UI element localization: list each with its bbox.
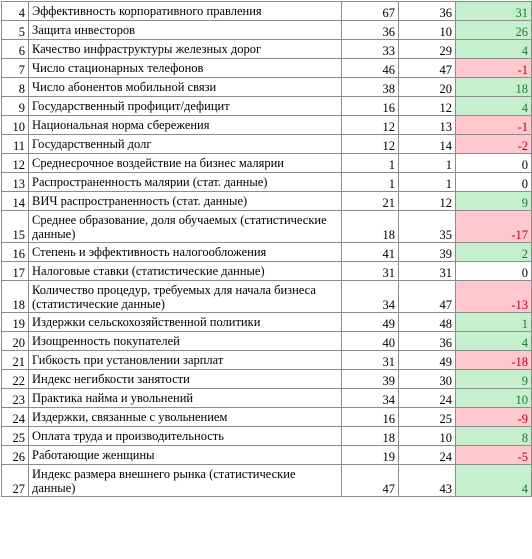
value-a: 38 [342, 78, 399, 97]
value-a: 31 [342, 351, 399, 370]
value-a: 16 [342, 408, 399, 427]
difference-value: -18 [456, 351, 532, 370]
value-a: 12 [342, 116, 399, 135]
table-row [2, 351, 532, 370]
row-index: 11 [2, 135, 29, 154]
row-index: 12 [2, 154, 29, 173]
indicator-name: Государственный профицит/дефицит [29, 97, 342, 116]
value-a: 34 [342, 281, 399, 313]
difference-value: -17 [456, 211, 532, 243]
table-row [2, 465, 532, 497]
indicator-name: Изощренность покупателей [29, 332, 342, 351]
row-index: 17 [2, 262, 29, 281]
row-index: 14 [2, 192, 29, 211]
difference-value: 4 [456, 465, 532, 497]
value-a: 18 [342, 211, 399, 243]
row-index: 7 [2, 59, 29, 78]
value-a: 41 [342, 243, 399, 262]
value-a: 40 [342, 332, 399, 351]
row-index: 26 [2, 446, 29, 465]
difference-value: -9 [456, 408, 532, 427]
difference-value: 9 [456, 192, 532, 211]
table-row [2, 243, 532, 262]
row-index: 5 [2, 21, 29, 40]
row-index: 18 [2, 281, 29, 313]
difference-value: -2 [456, 135, 532, 154]
value-b: 12 [399, 192, 456, 211]
indicator-name: Эффективность корпоративного правления [29, 2, 342, 21]
difference-value: 4 [456, 332, 532, 351]
value-b: 24 [399, 389, 456, 408]
difference-value: 4 [456, 97, 532, 116]
value-b: 25 [399, 408, 456, 427]
value-a: 1 [342, 154, 399, 173]
table-row [2, 2, 532, 21]
value-a: 39 [342, 370, 399, 389]
value-a: 18 [342, 427, 399, 446]
value-b: 12 [399, 97, 456, 116]
indicator-name: Издержки, связанные с увольнением [29, 408, 342, 427]
table-row [2, 313, 532, 332]
table-row [2, 262, 532, 281]
value-a: 31 [342, 262, 399, 281]
table-row [2, 78, 532, 97]
value-a: 33 [342, 40, 399, 59]
indicator-name: Среднесрочное воздействие на бизнес малярии [29, 154, 342, 173]
row-index: 23 [2, 389, 29, 408]
indicator-table [1, 1, 532, 497]
difference-value: 26 [456, 21, 532, 40]
table-row [2, 21, 532, 40]
value-a: 49 [342, 313, 399, 332]
indicator-name: Защита инвесторов [29, 21, 342, 40]
indicator-name: Оплата труда и производительность [29, 427, 342, 446]
indicator-name: Число стационарных телефонов [29, 59, 342, 78]
row-index: 16 [2, 243, 29, 262]
indicator-name: Распространенность малярии (стат. данные) [29, 173, 342, 192]
table-row [2, 370, 532, 389]
difference-value: 9 [456, 370, 532, 389]
row-index: 15 [2, 211, 29, 243]
value-b: 10 [399, 21, 456, 40]
value-b: 13 [399, 116, 456, 135]
row-index: 19 [2, 313, 29, 332]
value-b: 14 [399, 135, 456, 154]
indicator-name: Практика найма и увольнений [29, 389, 342, 408]
value-b: 47 [399, 59, 456, 78]
table-row [2, 281, 532, 313]
value-b: 48 [399, 313, 456, 332]
row-index: 21 [2, 351, 29, 370]
table-row [2, 173, 532, 192]
difference-value: -1 [456, 59, 532, 78]
value-a: 16 [342, 97, 399, 116]
table-row [2, 135, 532, 154]
indicator-name: Индекс негибкости занятости [29, 370, 342, 389]
indicator-name: Количество процедур, требуемых для начала бизнеса (статистические данные) [29, 281, 342, 313]
row-index: 20 [2, 332, 29, 351]
table-row [2, 40, 532, 59]
value-b: 1 [399, 173, 456, 192]
row-index: 4 [2, 2, 29, 21]
table-row [2, 332, 532, 351]
indicator-name: Среднее образование, доля обучаемых (статистические данные) [29, 211, 342, 243]
indicator-name: Национальная норма сбережения [29, 116, 342, 135]
indicator-name: Государственный долг [29, 135, 342, 154]
row-index: 9 [2, 97, 29, 116]
row-index: 22 [2, 370, 29, 389]
table-row [2, 389, 532, 408]
indicator-name: Гибкость при установлении зарплат [29, 351, 342, 370]
value-a: 67 [342, 2, 399, 21]
value-a: 19 [342, 446, 399, 465]
difference-value: 1 [456, 313, 532, 332]
difference-value: 31 [456, 2, 532, 21]
value-a: 46 [342, 59, 399, 78]
indicator-name: Степень и эффективность налогообложения [29, 243, 342, 262]
row-index: 10 [2, 116, 29, 135]
indicator-name: Число абонентов мобильной связи [29, 78, 342, 97]
difference-value: -1 [456, 116, 532, 135]
table-row [2, 446, 532, 465]
value-b: 1 [399, 154, 456, 173]
difference-value: -13 [456, 281, 532, 313]
difference-value: -5 [456, 446, 532, 465]
difference-value: 0 [456, 154, 532, 173]
difference-value: 0 [456, 262, 532, 281]
indicator-name: Качество инфраструктуры железных дорог [29, 40, 342, 59]
table-row [2, 192, 532, 211]
difference-value: 8 [456, 427, 532, 446]
table-row [2, 154, 532, 173]
indicator-name: Индекс размера внешнего рынка (статистические данные) [29, 465, 342, 497]
value-b: 20 [399, 78, 456, 97]
table-row [2, 427, 532, 446]
indicator-name: Налоговые ставки (статистические данные) [29, 262, 342, 281]
value-b: 31 [399, 262, 456, 281]
value-b: 24 [399, 446, 456, 465]
table-row [2, 97, 532, 116]
value-b: 39 [399, 243, 456, 262]
table-body [2, 2, 532, 497]
value-b: 43 [399, 465, 456, 497]
indicator-name: Издержки сельскохозяйственной политики [29, 313, 342, 332]
row-index: 6 [2, 40, 29, 59]
difference-value: 0 [456, 173, 532, 192]
value-a: 36 [342, 21, 399, 40]
indicator-name: ВИЧ распространенность (стат. данные) [29, 192, 342, 211]
value-a: 21 [342, 192, 399, 211]
table-row [2, 116, 532, 135]
value-a: 1 [342, 173, 399, 192]
difference-value: 18 [456, 78, 532, 97]
value-a: 12 [342, 135, 399, 154]
table-row [2, 408, 532, 427]
value-b: 10 [399, 427, 456, 446]
value-b: 36 [399, 2, 456, 21]
value-a: 34 [342, 389, 399, 408]
difference-value: 10 [456, 389, 532, 408]
value-b: 36 [399, 332, 456, 351]
row-index: 27 [2, 465, 29, 497]
table-row [2, 211, 532, 243]
indicator-name: Работающие женщины [29, 446, 342, 465]
row-index: 24 [2, 408, 29, 427]
value-a: 47 [342, 465, 399, 497]
row-index: 25 [2, 427, 29, 446]
value-b: 29 [399, 40, 456, 59]
row-index: 13 [2, 173, 29, 192]
table-row [2, 59, 532, 78]
value-b: 47 [399, 281, 456, 313]
row-index: 8 [2, 78, 29, 97]
value-b: 30 [399, 370, 456, 389]
value-b: 35 [399, 211, 456, 243]
value-b: 49 [399, 351, 456, 370]
difference-value: 2 [456, 243, 532, 262]
difference-value: 4 [456, 40, 532, 59]
